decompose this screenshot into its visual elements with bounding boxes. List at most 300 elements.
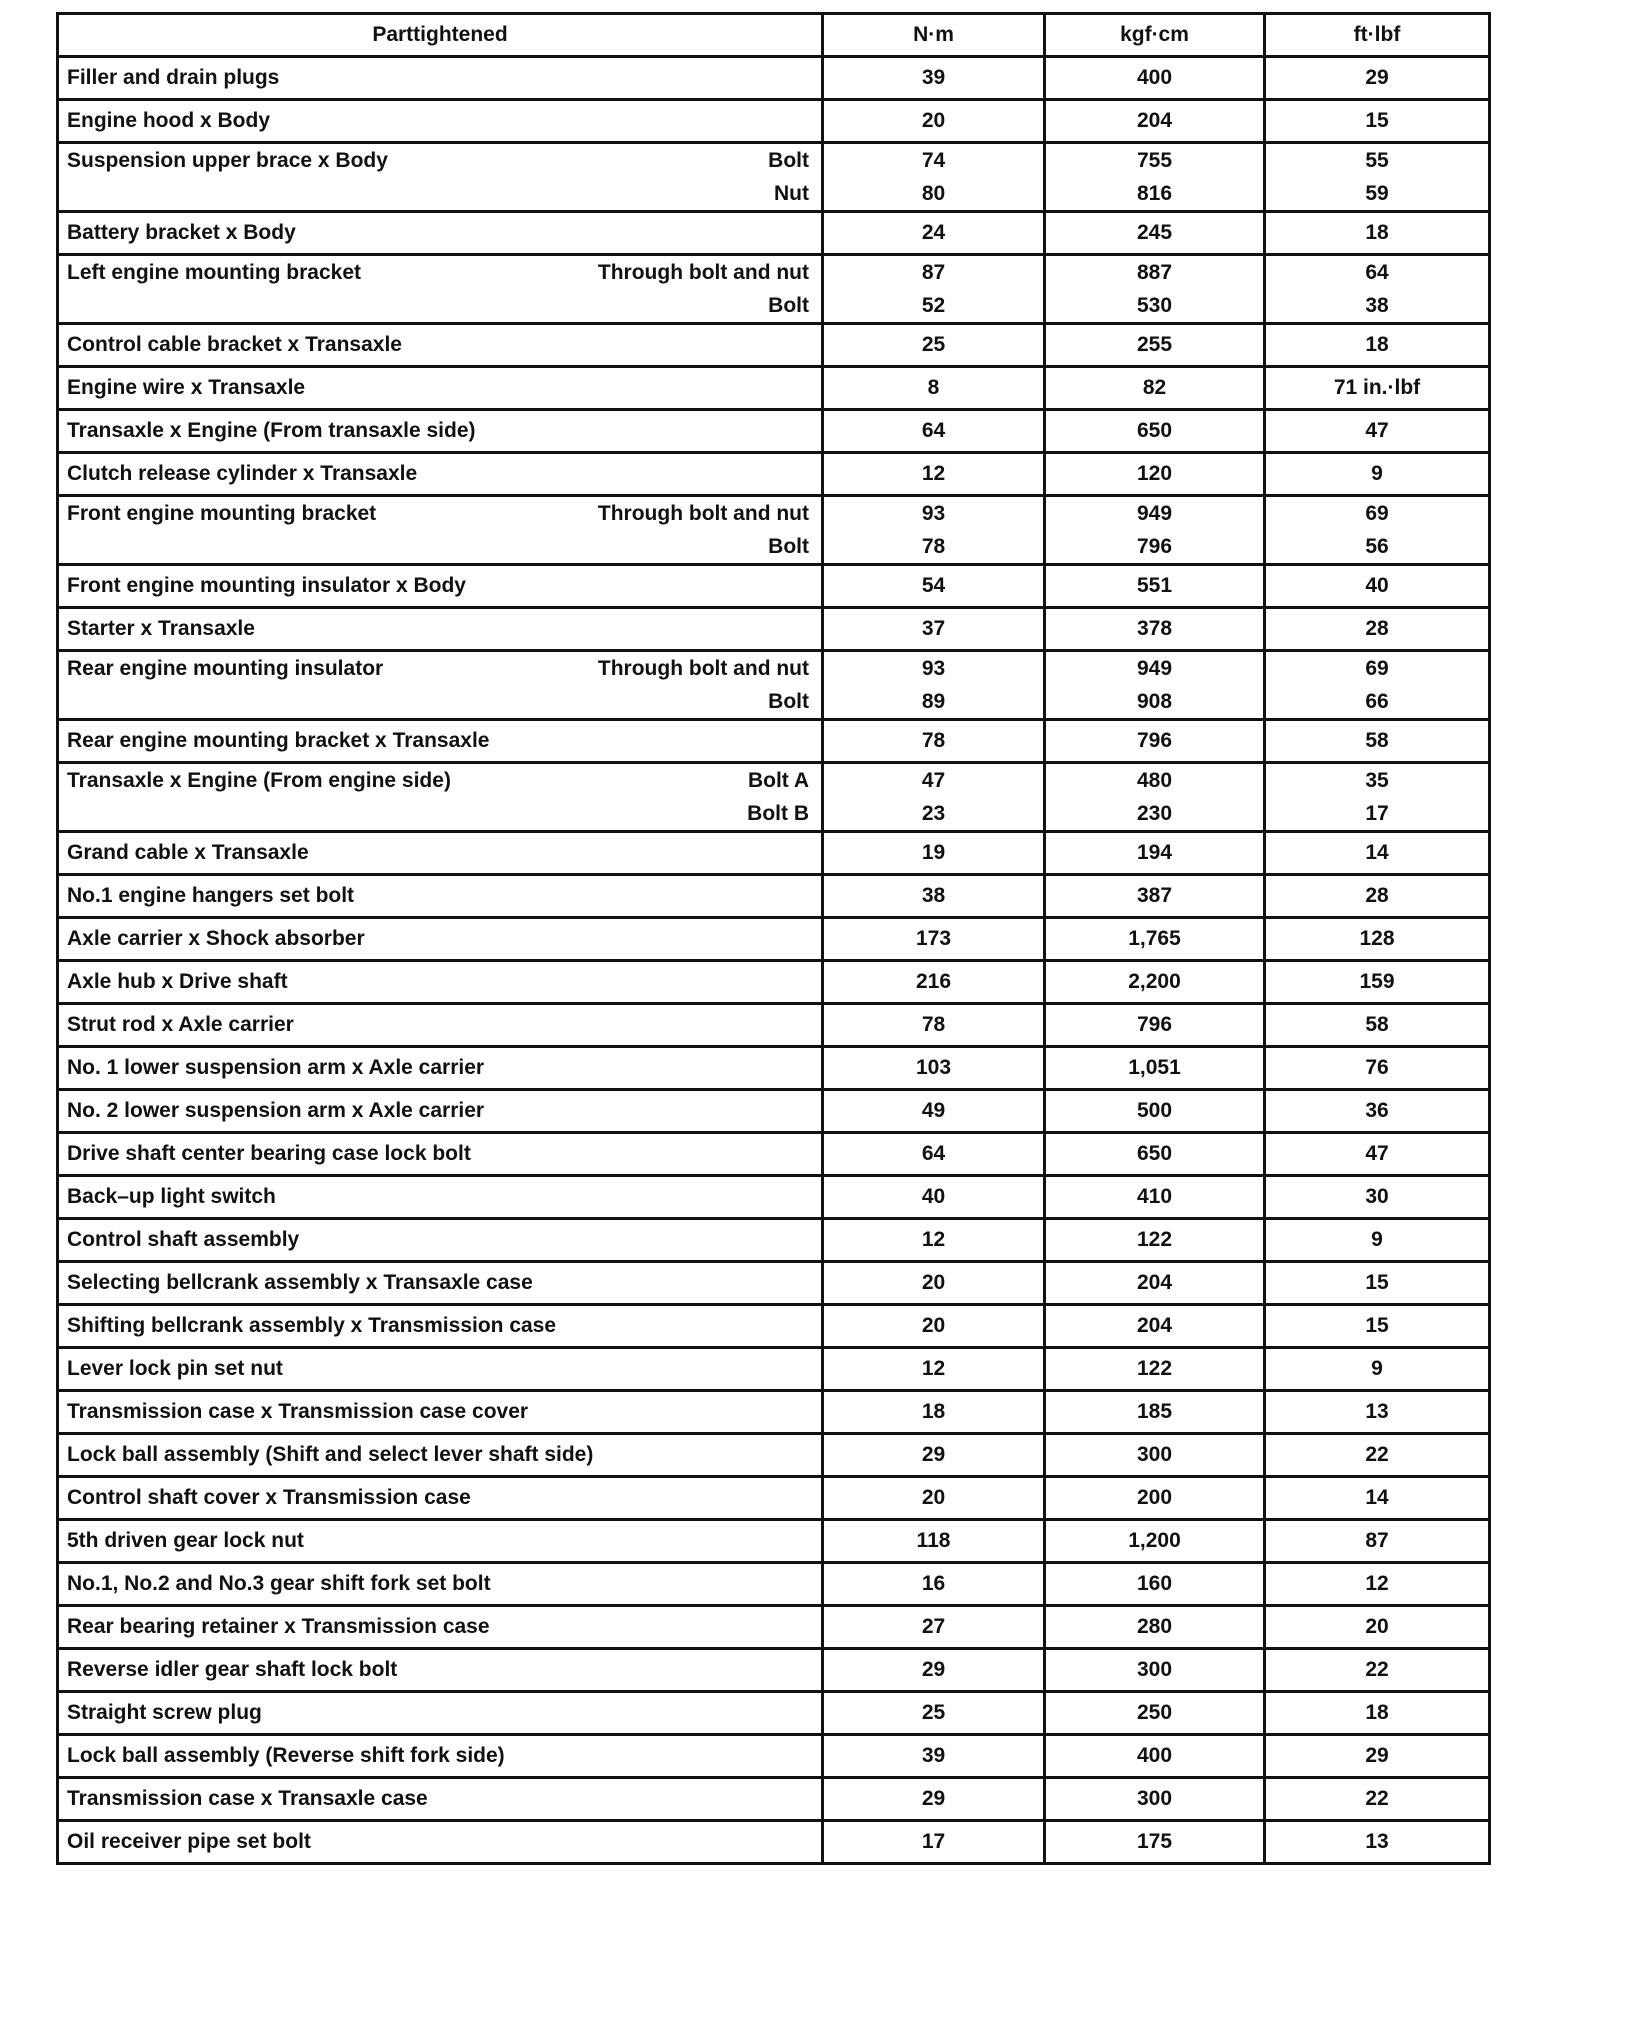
nm-value: 23 bbox=[921, 802, 946, 825]
table-row bbox=[58, 1262, 1490, 1305]
ft-lbf-value-cell bbox=[1265, 1348, 1490, 1391]
nm-value: 29 bbox=[921, 1443, 946, 1466]
table-row bbox=[58, 1090, 1490, 1133]
nm-value-cell bbox=[823, 832, 1045, 875]
nm-value-cell bbox=[823, 1391, 1045, 1434]
ft-lbf-value: 20 bbox=[1365, 1615, 1389, 1638]
table-row bbox=[58, 1692, 1490, 1735]
part-cell bbox=[58, 1004, 823, 1047]
ft-lbf-value-cell bbox=[1265, 961, 1490, 1004]
kgf-cm-value: 1,765 bbox=[1128, 927, 1181, 950]
kgf-cm-value-cell bbox=[1045, 1133, 1265, 1176]
part-cell bbox=[58, 1606, 823, 1649]
nm-value-cell bbox=[823, 143, 1045, 212]
part-name: Rear engine mounting bracket x Transaxle bbox=[67, 729, 490, 752]
kgf-cm-value: 175 bbox=[1136, 1830, 1173, 1853]
kgf-cm-value-cell bbox=[1045, 57, 1265, 100]
nm-value-cell bbox=[823, 1090, 1045, 1133]
ft-lbf-value: 18 bbox=[1365, 333, 1389, 356]
table-row bbox=[58, 1348, 1490, 1391]
kgf-cm-value-cell bbox=[1045, 324, 1265, 367]
table-row bbox=[58, 1391, 1490, 1434]
kgf-cm-value-cell bbox=[1045, 1649, 1265, 1692]
nm-value-cell bbox=[823, 324, 1045, 367]
kgf-cm-value: 122 bbox=[1136, 1357, 1173, 1380]
part-name: Engine wire x Transaxle bbox=[67, 376, 306, 399]
kgf-cm-value-cell bbox=[1045, 1735, 1265, 1778]
nm-value-cell bbox=[823, 1520, 1045, 1563]
header-part-tightened: Parttightened bbox=[58, 14, 823, 57]
fastener-type: Nut bbox=[774, 182, 809, 205]
fastener-type: Bolt A bbox=[747, 769, 809, 792]
ft-lbf-value: 69 bbox=[1365, 502, 1389, 525]
nm-value: 12 bbox=[921, 462, 946, 485]
kgf-cm-value: 300 bbox=[1136, 1443, 1173, 1466]
fastener-type: Bolt B bbox=[747, 802, 809, 825]
nm-value-cell bbox=[823, 255, 1045, 324]
nm-value: 78 bbox=[921, 1013, 946, 1036]
kgf-cm-value-cell bbox=[1045, 1434, 1265, 1477]
nm-value-cell bbox=[823, 961, 1045, 1004]
nm-value: 12 bbox=[921, 1357, 946, 1380]
part-line bbox=[67, 144, 809, 177]
nm-value: 25 bbox=[921, 333, 946, 356]
ft-lbf-value-cell bbox=[1265, 1563, 1490, 1606]
nm-value: 19 bbox=[921, 841, 946, 864]
kgf-cm-value-cell bbox=[1045, 1219, 1265, 1262]
part-cell bbox=[58, 143, 823, 212]
kgf-cm-value: 280 bbox=[1136, 1615, 1173, 1638]
nm-value: 54 bbox=[921, 574, 946, 597]
kgf-cm-value: 949 bbox=[1136, 657, 1173, 680]
nm-value-cell bbox=[823, 453, 1045, 496]
kgf-cm-value-cell bbox=[1045, 1047, 1265, 1090]
ft-lbf-value-cell bbox=[1265, 410, 1490, 453]
nm-value-cell bbox=[823, 1348, 1045, 1391]
nm-value: 49 bbox=[921, 1099, 946, 1122]
part-cell bbox=[58, 324, 823, 367]
kgf-cm-value: 796 bbox=[1136, 729, 1173, 752]
nm-value-cell bbox=[823, 918, 1045, 961]
nm-value-cell bbox=[823, 1649, 1045, 1692]
part-line bbox=[67, 833, 809, 873]
part-cell bbox=[58, 608, 823, 651]
part-line bbox=[67, 1478, 809, 1518]
part-cell bbox=[58, 453, 823, 496]
part-name: 5th driven gear lock nut bbox=[67, 1529, 304, 1552]
nm-value-cell bbox=[823, 875, 1045, 918]
table-row bbox=[58, 212, 1490, 255]
kgf-cm-value: 410 bbox=[1136, 1185, 1173, 1208]
kgf-cm-value: 1,051 bbox=[1128, 1056, 1181, 1079]
part-line bbox=[67, 1263, 809, 1303]
nm-value-cell bbox=[823, 1821, 1045, 1864]
kgf-cm-value-cell bbox=[1045, 1004, 1265, 1047]
kgf-cm-value-cell bbox=[1045, 496, 1265, 565]
kgf-cm-value-cell bbox=[1045, 1520, 1265, 1563]
nm-value: 29 bbox=[921, 1787, 946, 1810]
torque-specification-table bbox=[56, 12, 1491, 1865]
table-row bbox=[58, 100, 1490, 143]
table-row bbox=[58, 1176, 1490, 1219]
part-line bbox=[67, 1822, 809, 1862]
kgf-cm-value: 908 bbox=[1136, 690, 1173, 713]
part-name: Lever lock pin set nut bbox=[67, 1357, 283, 1380]
part-name: No.1, No.2 and No.3 gear shift fork set bolt bbox=[67, 1572, 491, 1595]
part-line bbox=[67, 411, 809, 451]
kgf-cm-value: 82 bbox=[1142, 376, 1167, 399]
ft-lbf-value: 87 bbox=[1365, 1529, 1389, 1552]
part-line bbox=[67, 289, 809, 322]
ft-lbf-value-cell bbox=[1265, 832, 1490, 875]
part-name: Rear bearing retainer x Transmission case bbox=[67, 1615, 490, 1638]
kgf-cm-value: 200 bbox=[1136, 1486, 1173, 1509]
kgf-cm-value: 650 bbox=[1136, 419, 1173, 442]
part-cell bbox=[58, 1520, 823, 1563]
table-row bbox=[58, 1434, 1490, 1477]
table-row bbox=[58, 1735, 1490, 1778]
part-cell bbox=[58, 1434, 823, 1477]
part-line bbox=[67, 368, 809, 408]
ft-lbf-value-cell bbox=[1265, 143, 1490, 212]
part-name: Strut rod x Axle carrier bbox=[67, 1013, 294, 1036]
table-body bbox=[58, 57, 1490, 1864]
nm-value-cell bbox=[823, 720, 1045, 763]
nm-value-cell bbox=[823, 1262, 1045, 1305]
part-cell bbox=[58, 565, 823, 608]
table-row bbox=[58, 57, 1490, 100]
ft-lbf-value: 59 bbox=[1365, 182, 1389, 205]
part-name: No. 2 lower suspension arm x Axle carrier bbox=[67, 1099, 485, 1122]
kgf-cm-value-cell bbox=[1045, 763, 1265, 832]
table-row bbox=[58, 720, 1490, 763]
part-name: Axle hub x Drive shaft bbox=[67, 970, 288, 993]
part-line bbox=[67, 454, 809, 494]
ft-lbf-value: 55 bbox=[1365, 149, 1389, 172]
nm-value: 20 bbox=[921, 1486, 946, 1509]
ft-lbf-value-cell bbox=[1265, 324, 1490, 367]
part-line bbox=[67, 652, 809, 685]
kgf-cm-value-cell bbox=[1045, 1821, 1265, 1864]
kgf-cm-value: 480 bbox=[1136, 769, 1173, 792]
table-row bbox=[58, 1520, 1490, 1563]
nm-value: 93 bbox=[921, 502, 946, 525]
nm-value-cell bbox=[823, 565, 1045, 608]
table-row bbox=[58, 367, 1490, 410]
ft-lbf-value: 9 bbox=[1371, 1228, 1383, 1251]
ft-lbf-value: 64 bbox=[1365, 261, 1389, 284]
header-ft-lbf: ft·lbf bbox=[1265, 14, 1490, 57]
table-row bbox=[58, 1606, 1490, 1649]
fastener-type: Bolt bbox=[768, 149, 809, 172]
ft-lbf-value: 47 bbox=[1365, 419, 1389, 442]
kgf-cm-value: 122 bbox=[1136, 1228, 1173, 1251]
part-name: Front engine mounting bracket bbox=[67, 502, 377, 525]
kgf-cm-value: 650 bbox=[1136, 1142, 1173, 1165]
ft-lbf-value-cell bbox=[1265, 1692, 1490, 1735]
part-name: Lock ball assembly (Shift and select lever shaft side) bbox=[67, 1443, 594, 1466]
nm-value: 80 bbox=[921, 182, 946, 205]
ft-lbf-value: 36 bbox=[1365, 1099, 1389, 1122]
ft-lbf-value: 128 bbox=[1359, 927, 1395, 950]
table-row bbox=[58, 324, 1490, 367]
part-name: Control shaft assembly bbox=[67, 1228, 300, 1251]
part-name: Drive shaft center bearing case lock bolt bbox=[67, 1142, 471, 1165]
nm-value-cell bbox=[823, 1176, 1045, 1219]
nm-value-cell bbox=[823, 367, 1045, 410]
kgf-cm-value: 400 bbox=[1136, 1744, 1173, 1767]
part-line bbox=[67, 1435, 809, 1475]
kgf-cm-value-cell bbox=[1045, 1305, 1265, 1348]
nm-value: 18 bbox=[921, 1400, 946, 1423]
part-cell bbox=[58, 1821, 823, 1864]
nm-value: 52 bbox=[921, 294, 946, 317]
part-line bbox=[67, 1521, 809, 1561]
part-name: Left engine mounting bracket bbox=[67, 261, 362, 284]
part-line bbox=[67, 1736, 809, 1776]
part-line bbox=[67, 962, 809, 1002]
ft-lbf-value: 18 bbox=[1365, 221, 1389, 244]
ft-lbf-value-cell bbox=[1265, 1090, 1490, 1133]
table-row bbox=[58, 565, 1490, 608]
kgf-cm-value: 887 bbox=[1136, 261, 1173, 284]
part-cell bbox=[58, 1477, 823, 1520]
part-name: Shifting bellcrank assembly x Transmission case bbox=[67, 1314, 557, 1337]
ft-lbf-value-cell bbox=[1265, 1047, 1490, 1090]
nm-value-cell bbox=[823, 651, 1045, 720]
kgf-cm-value-cell bbox=[1045, 1563, 1265, 1606]
kgf-cm-value-cell bbox=[1045, 918, 1265, 961]
table-row bbox=[58, 1649, 1490, 1692]
part-name: Suspension upper brace x Body bbox=[67, 149, 388, 172]
kgf-cm-value: 204 bbox=[1136, 1314, 1173, 1337]
part-cell bbox=[58, 1649, 823, 1692]
part-cell bbox=[58, 1047, 823, 1090]
part-line bbox=[67, 1349, 809, 1389]
kgf-cm-value: 300 bbox=[1136, 1658, 1173, 1681]
part-name: Engine hood x Body bbox=[67, 109, 270, 132]
kgf-cm-value-cell bbox=[1045, 1477, 1265, 1520]
part-line bbox=[67, 1220, 809, 1260]
ft-lbf-value-cell bbox=[1265, 1434, 1490, 1477]
nm-value: 93 bbox=[921, 657, 946, 680]
part-cell bbox=[58, 1219, 823, 1262]
nm-value-cell bbox=[823, 1305, 1045, 1348]
table-row bbox=[58, 763, 1490, 832]
part-cell bbox=[58, 1563, 823, 1606]
nm-value: 20 bbox=[921, 1314, 946, 1337]
kgf-cm-value-cell bbox=[1045, 100, 1265, 143]
part-name: Control cable bracket x Transaxle bbox=[67, 333, 402, 356]
nm-value: 173 bbox=[915, 927, 952, 950]
ft-lbf-value-cell bbox=[1265, 453, 1490, 496]
nm-value: 103 bbox=[915, 1056, 952, 1079]
kgf-cm-value: 387 bbox=[1136, 884, 1173, 907]
table-row bbox=[58, 918, 1490, 961]
ft-lbf-value-cell bbox=[1265, 496, 1490, 565]
nm-value: 118 bbox=[916, 1529, 951, 1552]
kgf-cm-value: 160 bbox=[1136, 1572, 1173, 1595]
ft-lbf-value-cell bbox=[1265, 255, 1490, 324]
ft-lbf-value: 22 bbox=[1365, 1658, 1389, 1681]
table-row bbox=[58, 1305, 1490, 1348]
ft-lbf-value: 18 bbox=[1365, 1701, 1389, 1724]
fastener-type: Through bolt and nut bbox=[597, 657, 809, 680]
kgf-cm-value: 755 bbox=[1136, 149, 1173, 172]
part-name: Transaxle x Engine (From transaxle side) bbox=[67, 419, 476, 442]
ft-lbf-value-cell bbox=[1265, 1606, 1490, 1649]
nm-value: 87 bbox=[921, 261, 946, 284]
nm-value: 20 bbox=[921, 1271, 946, 1294]
part-line bbox=[67, 58, 809, 98]
nm-value-cell bbox=[823, 1047, 1045, 1090]
part-cell bbox=[58, 961, 823, 1004]
part-line bbox=[67, 213, 809, 253]
nm-value-cell bbox=[823, 1563, 1045, 1606]
part-cell bbox=[58, 651, 823, 720]
part-cell bbox=[58, 1090, 823, 1133]
part-line bbox=[67, 1392, 809, 1432]
kgf-cm-value-cell bbox=[1045, 410, 1265, 453]
part-name: No. 1 lower suspension arm x Axle carrier bbox=[67, 1056, 485, 1079]
part-line bbox=[67, 325, 809, 365]
nm-value: 78 bbox=[921, 535, 946, 558]
nm-value-cell bbox=[823, 100, 1045, 143]
table-row bbox=[58, 410, 1490, 453]
part-name: Grand cable x Transaxle bbox=[67, 841, 309, 864]
ft-lbf-value: 76 bbox=[1365, 1056, 1389, 1079]
kgf-cm-value: 120 bbox=[1136, 462, 1173, 485]
ft-lbf-value: 15 bbox=[1365, 1271, 1389, 1294]
nm-value: 17 bbox=[921, 1830, 946, 1853]
kgf-cm-value-cell bbox=[1045, 1176, 1265, 1219]
nm-value-cell bbox=[823, 1219, 1045, 1262]
ft-lbf-value: 22 bbox=[1365, 1787, 1389, 1810]
ft-lbf-value-cell bbox=[1265, 918, 1490, 961]
part-line bbox=[67, 609, 809, 649]
fastener-type: Bolt bbox=[768, 690, 809, 713]
ft-lbf-value-cell bbox=[1265, 57, 1490, 100]
nm-value: 64 bbox=[921, 419, 946, 442]
nm-value-cell bbox=[823, 1606, 1045, 1649]
kgf-cm-value-cell bbox=[1045, 961, 1265, 1004]
kgf-cm-value: 250 bbox=[1136, 1701, 1173, 1724]
kgf-cm-value: 1,200 bbox=[1128, 1529, 1181, 1552]
nm-value: 24 bbox=[921, 221, 946, 244]
nm-value: 27 bbox=[921, 1615, 946, 1638]
table-row bbox=[58, 1047, 1490, 1090]
kgf-cm-value-cell bbox=[1045, 875, 1265, 918]
ft-lbf-value: 29 bbox=[1365, 1744, 1389, 1767]
table-row bbox=[58, 608, 1490, 651]
part-line bbox=[67, 1177, 809, 1217]
nm-value: 20 bbox=[921, 109, 946, 132]
kgf-cm-value: 796 bbox=[1136, 535, 1173, 558]
kgf-cm-value-cell bbox=[1045, 1391, 1265, 1434]
part-cell bbox=[58, 1391, 823, 1434]
table-row bbox=[58, 1004, 1490, 1047]
nm-value-cell bbox=[823, 1434, 1045, 1477]
ft-lbf-value-cell bbox=[1265, 1305, 1490, 1348]
ft-lbf-value: 56 bbox=[1365, 535, 1389, 558]
part-line bbox=[67, 566, 809, 606]
nm-value: 78 bbox=[921, 729, 946, 752]
ft-lbf-value-cell bbox=[1265, 100, 1490, 143]
ft-lbf-value-cell bbox=[1265, 1133, 1490, 1176]
ft-lbf-value: 12 bbox=[1365, 1572, 1389, 1595]
part-name: No.1 engine hangers set bolt bbox=[67, 884, 355, 907]
nm-value-cell bbox=[823, 57, 1045, 100]
kgf-cm-value: 194 bbox=[1136, 841, 1173, 864]
part-name: Axle carrier x Shock absorber bbox=[67, 927, 365, 950]
nm-value: 38 bbox=[921, 884, 946, 907]
ft-lbf-value: 38 bbox=[1365, 294, 1389, 317]
nm-value: 39 bbox=[921, 1744, 946, 1767]
part-name: Rear engine mounting insulator bbox=[67, 657, 384, 680]
part-cell bbox=[58, 1348, 823, 1391]
nm-value: 16 bbox=[921, 1572, 946, 1595]
table-row bbox=[58, 1563, 1490, 1606]
ft-lbf-value-cell bbox=[1265, 1520, 1490, 1563]
ft-lbf-value: 15 bbox=[1365, 1314, 1389, 1337]
ft-lbf-value-cell bbox=[1265, 720, 1490, 763]
kgf-cm-value: 230 bbox=[1136, 802, 1173, 825]
kgf-cm-value: 796 bbox=[1136, 1013, 1173, 1036]
part-name: Front engine mounting insulator x Body bbox=[67, 574, 466, 597]
part-name: Transaxle x Engine (From engine side) bbox=[67, 769, 451, 792]
ft-lbf-value: 58 bbox=[1365, 729, 1389, 752]
table-row bbox=[58, 1219, 1490, 1262]
nm-value-cell bbox=[823, 1477, 1045, 1520]
ft-lbf-value-cell bbox=[1265, 608, 1490, 651]
part-cell bbox=[58, 1176, 823, 1219]
table-row bbox=[58, 651, 1490, 720]
part-line bbox=[67, 1091, 809, 1131]
part-line bbox=[67, 876, 809, 916]
ft-lbf-value-cell bbox=[1265, 1477, 1490, 1520]
part-cell bbox=[58, 832, 823, 875]
header-kgf-cm: kgf·cm bbox=[1045, 14, 1265, 57]
part-name: Selecting bellcrank assembly x Transaxle case bbox=[67, 1271, 533, 1294]
ft-lbf-value: 13 bbox=[1365, 1830, 1389, 1853]
part-line bbox=[67, 721, 809, 761]
ft-lbf-value: 35 bbox=[1365, 769, 1389, 792]
kgf-cm-value-cell bbox=[1045, 651, 1265, 720]
part-line bbox=[67, 256, 809, 289]
table-row bbox=[58, 961, 1490, 1004]
ft-lbf-value: 14 bbox=[1365, 841, 1389, 864]
kgf-cm-value: 949 bbox=[1136, 502, 1173, 525]
kgf-cm-value: 500 bbox=[1136, 1099, 1173, 1122]
part-line bbox=[67, 1564, 809, 1604]
part-line bbox=[67, 497, 809, 530]
nm-value: 39 bbox=[921, 66, 946, 89]
ft-lbf-value-cell bbox=[1265, 763, 1490, 832]
kgf-cm-value-cell bbox=[1045, 1606, 1265, 1649]
part-cell bbox=[58, 763, 823, 832]
nm-value-cell bbox=[823, 1735, 1045, 1778]
table-row bbox=[58, 1477, 1490, 1520]
table-row bbox=[58, 832, 1490, 875]
ft-lbf-value-cell bbox=[1265, 367, 1490, 410]
ft-lbf-value: 13 bbox=[1365, 1400, 1389, 1423]
part-cell bbox=[58, 1735, 823, 1778]
kgf-cm-value: 816 bbox=[1136, 182, 1173, 205]
kgf-cm-value: 2,200 bbox=[1128, 970, 1181, 993]
kgf-cm-value-cell bbox=[1045, 1692, 1265, 1735]
part-cell bbox=[58, 875, 823, 918]
ft-lbf-value-cell bbox=[1265, 1821, 1490, 1864]
